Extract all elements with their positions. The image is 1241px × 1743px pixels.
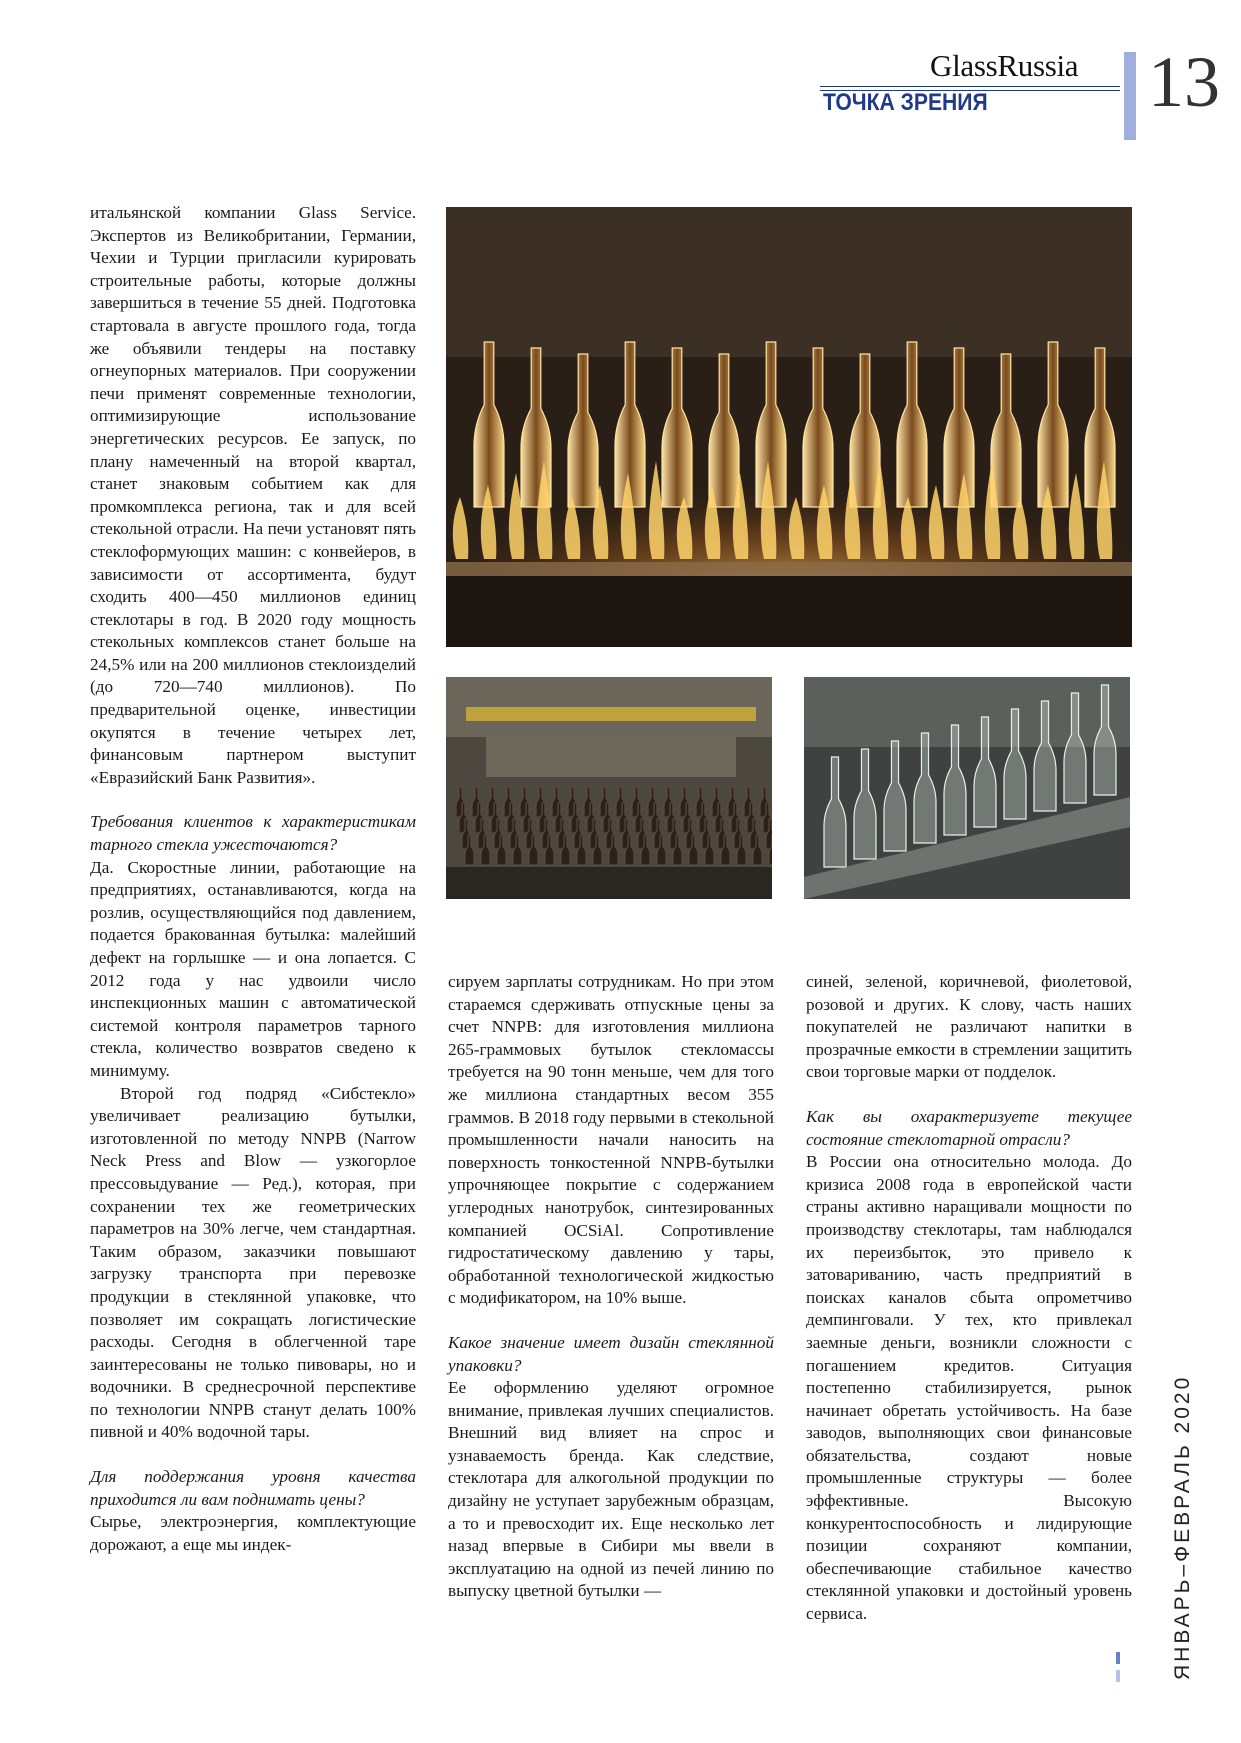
article-column-2 bbox=[448, 971, 774, 1603]
photo-bottles-fire bbox=[446, 207, 1132, 647]
article-paragraph: Сырье, электроэнергия, комплектующие дорожают, а еще мы индек- bbox=[90, 1512, 416, 1554]
conveyor-illustration bbox=[446, 677, 772, 899]
article-paragraph: Второй год подряд «Сибстекло» увеличивает реализацию бутылки, изготовленной по методу NNPB (Narrow Neck Press and Blow — узкогорлое прессовыдувание — Ред.), которая, при сохранении тех же геометрических параметров на 30% легче, чем стандартная. Таким образом, заказчики повышают загрузку транспорта при перевозке продукции в стеклянной упаковке, что позволяет им сокращать логистические расходы. Сегодня в облегченной таре заинтересованы не только пивовары, но и водочники. В среднесрочной перспективе по технологии NNPB станут делать 100% пивной и 40% водочной тары. bbox=[90, 1083, 416, 1442]
interview-question: Какое значение имеет дизайн стеклянной упаковки? bbox=[448, 1332, 774, 1375]
header-rule bbox=[820, 86, 1120, 87]
photo-bottle-conveyor bbox=[446, 677, 772, 899]
bottles-fire-illustration bbox=[446, 207, 1132, 647]
article-paragraph: синей, зеленой, коричневой, фиолетовой, розовой и других. К слову, часть наших покупателей не различают напитки в прозрачные емкости в стремлении защитить свои торговые марки от подделок. bbox=[806, 972, 1132, 1082]
header-brand: GlassRussia bbox=[930, 48, 1079, 83]
article-paragraph: Ее оформлению уделяют огромное внимание, привлекая лучших специалистов. Внешний вид влияет на спрос и узнаваемость бренда. Как следствие, стеклотара для алкогольной продукции по дизайну не уступает зарубежным образцам, а то и превосходит их. Еще несколько лет назад впервые в Сибири мы ввели в эксплуатацию на одной из печей линию по выпуску цветной бутылки — bbox=[448, 1378, 774, 1601]
interview-question: Для поддержания уровня качества приходится ли вам поднимать цены? bbox=[90, 1467, 416, 1509]
interview-question: Требования клиентов к характеристикам тарного стекла ужесточаются? bbox=[90, 812, 416, 855]
page-number: 13 bbox=[1148, 42, 1220, 122]
article-paragraph: В России она относительно молода. До кризиса 2008 года в европейской части страны активно наращивали мощности по производству стеклотары, там наблюдался их переизбыток, это привело к затовариванию, часть предприятий в поисках каналов сбыта опрометчиво демпинговали. У тех, кто привлекал заемные деньги, возникли сложности с погашением кредитов. Ситуация постепенно стабилизируется, рынок начинает обретать устойчивость. На базе заводов, выполняющих свои финансовые обязательства, создают новые промышленные структуры — более эффективные. Высокую конкурентоспособность и лидирующие позиции сохраняют компании, обеспечивающие стабильное качество стеклянной упаковки и достойный уровень сервиса. bbox=[806, 1152, 1132, 1624]
article-paragraph: сируем зарплаты сотрудникам. Но при этом стараемся сдерживать отпускные цены за счет NNPB: для изготовления миллиона 265-граммовых бутылок стекломассы требуется на 90 тонн меньше, чем для того же миллиона стандартных весом 355 граммов. В 2018 году первыми в стекольной промышленности начали наносить на поверхность тонкостенной NNPB-бутылки упрочняющее покрытие с содержанием углеродных нанотрубок, синтезированных компанией OCSiAl. Сопротивление гидростатическому давлению у тары, обработанной технологической жидкостью с модификатором, на 10% выше. bbox=[448, 972, 774, 1308]
photo-clear-bottles-line bbox=[804, 677, 1130, 899]
article-paragraph: Да. Скоростные линии, работающие на предприятиях, останавливаются, когда на розлив, осуществляющийся под давлением, подается бракованная бутылка: малейший дефект на горлышке — и она лопается. С 2012 года у нас удвоили число инспекционных машин с автоматической системой контроля параметров тарного стекла, количество возвратов сведено к минимуму. bbox=[90, 857, 416, 1080]
issue-date: ЯНВАРЬ–ФЕВРАЛЬ 2020 bbox=[1171, 1374, 1194, 1680]
article-column-3 bbox=[806, 971, 1132, 1626]
interview-question: Как вы охарактеризуете текущее состояние стеклотарной отрасли? bbox=[806, 1106, 1132, 1149]
section-title: ТОЧКА ЗРЕНИЯ bbox=[823, 89, 988, 116]
article-paragraph: итальянской компании Glass Service. Экспертов из Великобритании, Германии, Чехии и Турции пригласили курировать строительные работы, которые должны завершиться в течение 55 дней. Подготовка стартовала в августе прошлого года, тогда же объявили тендеры на поставку огнеупорных материалов. При сооружении печи применят современные технологии, оптимизирующие использование энергетических ресурсов. Ее запуск, по плану намеченный на второй квартал, станет знаковым событием как для промкомплекса региона, так и для всей стекольной отрасли. На печи установят пять стеклоформующих машин: с конвейеров, в зависимости от ассортимента, будут сходить 400—450 миллионов единиц стеклотары в год. В 2020 году мощность стекольных комплексов станет больше на 24,5% или на 200 миллионов стеклоизделий (до 720—740 миллионов). По предварительной оценке, инвестиции окупятся в течение четырех лет, финансовым партнером выступит «Евразийский Банк Развития». bbox=[90, 203, 416, 787]
end-of-article-mark bbox=[1116, 1652, 1126, 1664]
article-column-1 bbox=[90, 202, 416, 1556]
clear-bottles-illustration bbox=[804, 677, 1130, 899]
header-accent-bar bbox=[1124, 52, 1136, 140]
